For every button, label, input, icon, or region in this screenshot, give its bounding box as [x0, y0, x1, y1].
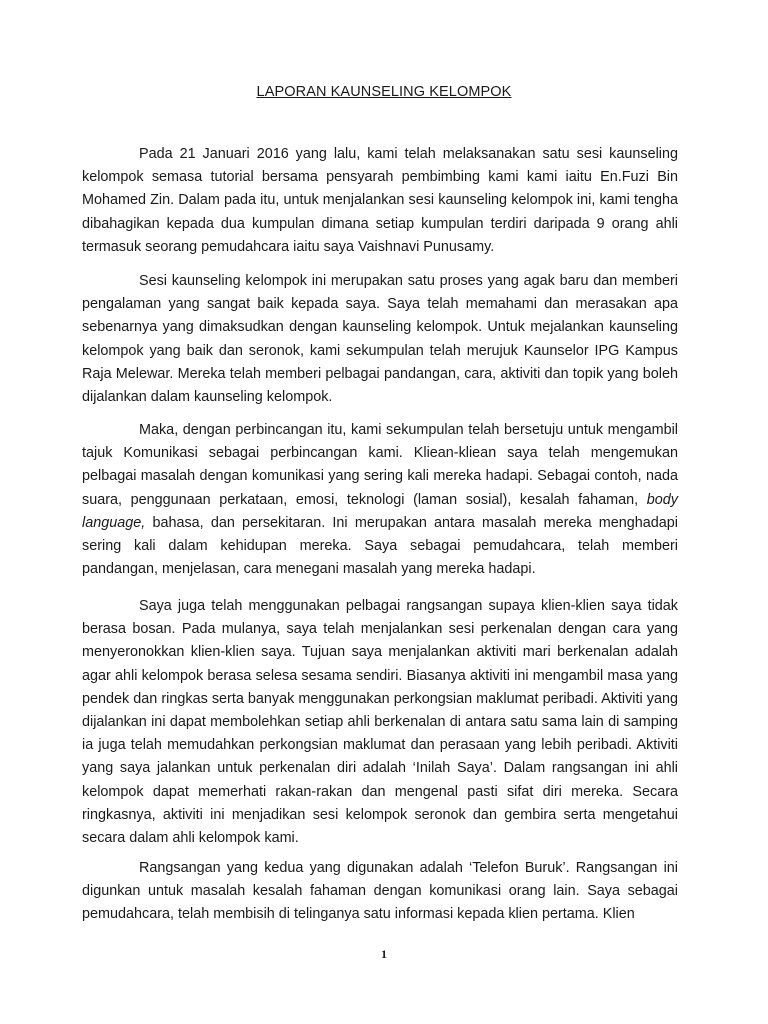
paragraph-1: Pada 21 Januari 2016 yang lalu, kami telah melaksanakan satu sesi kaunseling kelompok semasa tutorial bersama pensyarah pembimbing kami kami iaitu En.Fuzi Bin Mohamed Zin. Dalam pada itu, untuk menjalankan sesi kaunseling kelompok ini, kami tengha dibahagikan kepada dua kumpulan dimana setiap kumpulan terdiri daripada 9 orang ahli termasuk seorang pemudahcara iaitu saya Vaishnavi Punusamy. — [82, 146, 678, 255]
paragraph-4: Saya juga telah menggunakan pelbagai rangsangan supaya klien-klien saya tidak berasa bosan. Pada mulanya, saya telah menjalankan sesi perkenalan dengan cara yang menyeronokkan klien-klien saya. Tujuan saya menjalankan aktiviti mari berkenalan adalah agar ahli kelompok berasa selesa sesama sendiri. Biasanya aktiviti ini mengambil masa yang pendek dan ringkas serta banyak menggunakan perkongsian maklumat peribadi. Aktiviti yang dijalankan ini dapat membolehkan setiap ahli berkenalan di antara satu sama lain di samping ia juga telah memudahkan perkongsian maklumat dan perasaan yang lebih peribadi. Aktiviti yang saya jalankan untuk perkenalan diri adalah ‘Inilah Saya’. Dalam rangsangan ini ahli kelompok dapat memerhati rakan-rakan dan mengenal pasti sifat diri mereka. Secara ringkasnya, aktiviti ini menjadikan sesi kelompok seronok dan gembira serta mengetahui secara dalam ahli kelompok kami. — [82, 598, 678, 847]
document-title: LAPORAN KAUNSELING KELOMPOK — [256, 84, 512, 100]
page-number: 1 — [381, 947, 387, 961]
paragraph-5: Rangsangan yang kedua yang digunakan adalah ‘Telefon Buruk’. Rangsangan ini digunkan untuk masalah kesalah fahaman dengan komunikasi orang lain. Saya sebagai pemudahcara, telah membisih di telinganya satu informasi kepada klien pertama. Klien — [82, 860, 678, 923]
paragraph-3-text-end: bahasa, dan persekitaran. Ini merupakan antara masalah mereka menghadapi sering kali dalam kehidupan mereka. Saya sebagai pemudahcara, telah memberi pandangan, menjelasan, cara menegani masalah yang mereka hadapi. — [82, 514, 679, 578]
paragraph-3-text-start: Maka, dengan perbincangan itu, kami sekumpulan telah bersetuju untuk mengambil tajuk Komunikasi sebagai perbincangan kami. Kliean-kliean saya telah mengemukan pelbagai masalah dengan komunikasi yang sering kali mereka hadapi. Sebagai contoh, nada suara, penggunaan perkataan, emosi, teknologi (laman sosial), kesalah fahaman, — [82, 422, 678, 508]
paragraph-2: Sesi kaunseling kelompok ini merupakan satu proses yang agak baru dan memberi pengalaman yang sangat baik kepada saya. Saya telah memahami dan merasakan apa sebenarnya yang dimaksudkan dengan kaunseling kelompok. Untuk mejalankan kaunseling kelompok yang baik dan seronok, kami sekumpulan telah merujuk Kaunselor IPG Kampus Raja Melewar. Mereka telah memberi pelbagai pandangan, cara, aktiviti dan topik yang boleh dijalankan dalam kaunseling kelompok. — [82, 273, 678, 406]
paragraph-3-italic-term: body language, — [82, 491, 678, 531]
paragraph-3 — [82, 419, 678, 581]
